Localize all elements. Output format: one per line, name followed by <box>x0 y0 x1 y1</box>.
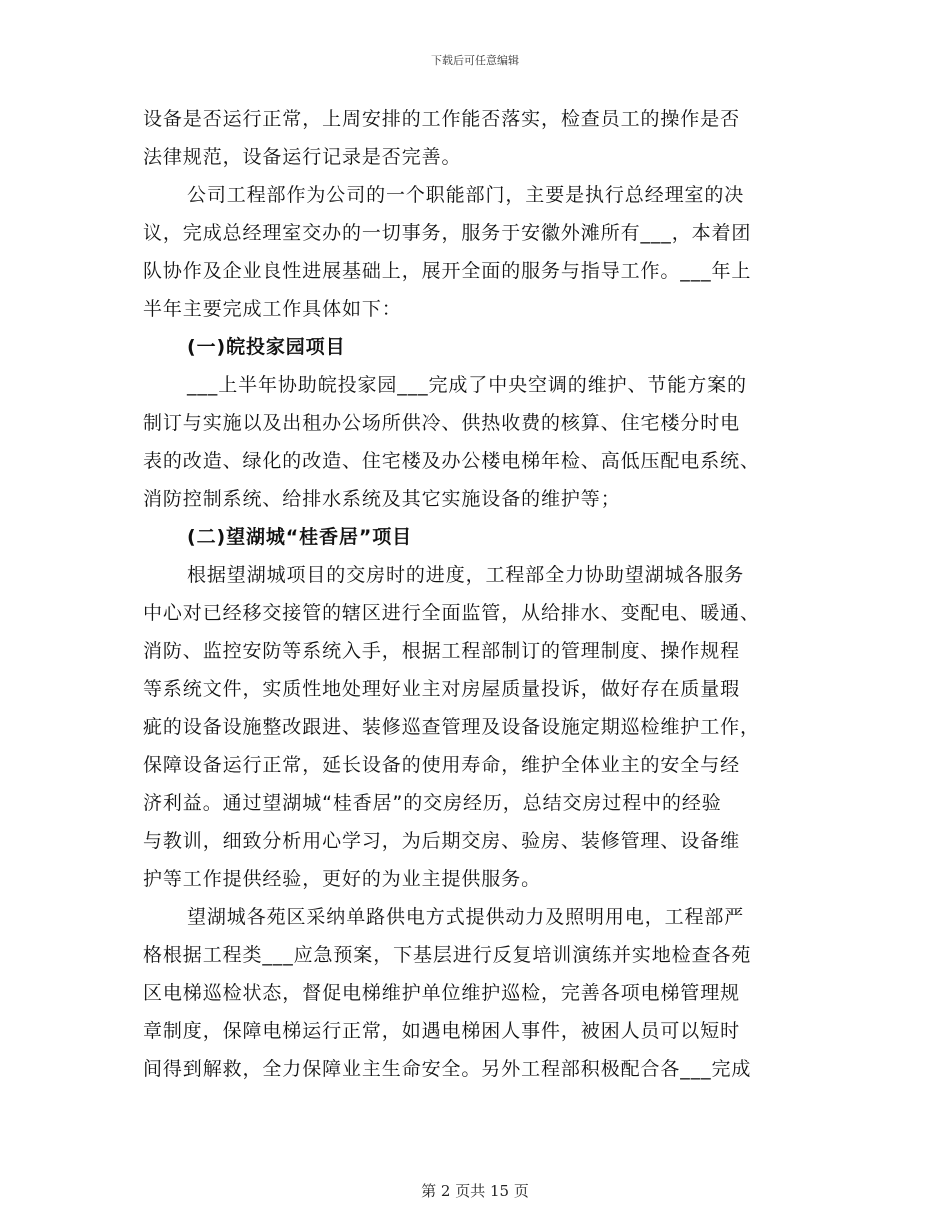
text-line: 根据望湖城项目的交房时的进度，工程部全力协助望湖城各服务 <box>187 564 745 586</box>
page-footer: 第 2 页共 15 页 <box>421 1182 529 1200</box>
text-line: 疵的设备设施整改跟进、装修巡查管理及设备设施定期巡检维护工作， <box>143 716 760 738</box>
text-line: 护等工作提供经验，更好的为业主提供服务。 <box>143 868 542 890</box>
text-line: 队协作及企业良性进展基础上，展开全面的服务与指导工作。___年上 <box>143 260 752 282</box>
text-line: ___上半年协助皖投家园___完成了中央空调的维护、节能方案的 <box>187 374 747 396</box>
text-line: 消防、监控安防等系统入手，根据工程部制订的管理制度、操作规程 <box>143 640 741 662</box>
text-line: 等系统文件，实质性地处理好业主对房屋质量投诉，做好存在质量瑕 <box>143 678 741 700</box>
text-line: 议，完成总经理室交办的一切事务，服务于安徽外滩所有___，本着团 <box>143 222 752 244</box>
text-line: 间得到解救，全力保障业主生命安全。另外工程部积极配合各___完成 <box>143 1058 752 1080</box>
text-line: 保障设备运行正常，延长设备的使用寿命，维护全体业主的安全与经 <box>143 754 741 776</box>
text-line: 望湖城各苑区采纳单路供电方式提供动力及照明用电，工程部严 <box>187 906 745 928</box>
text-line: 区电梯巡检状态，督促电梯维护单位维护巡检，完善各项电梯管理规 <box>143 982 741 1004</box>
text-line: 公司工程部作为公司的一个职能部门，主要是执行总经理室的决 <box>187 184 745 206</box>
text-line: 中心对已经移交接管的辖区进行全面监管，从给排水、变配电、暖通、 <box>143 602 760 624</box>
section-heading: (二)望湖城“桂香居”项目 <box>187 526 413 548</box>
text-line: 与教训，细致分析用心学习，为后期交房、验房、装修管理、设备维 <box>143 830 741 852</box>
text-line: 章制度，保障电梯运行正常，如遇电梯困人事件，被困人员可以短时 <box>143 1020 741 1042</box>
document-body <box>143 100 807 1088</box>
text-line: 半年主要完成工作具体如下： <box>143 298 402 320</box>
text-line: 法律规范，设备运行记录是否完善。 <box>143 146 462 168</box>
text-line: 格根据工程类___应急预案，下基层进行反复培训演练并实地检查各苑 <box>143 944 752 966</box>
text-line: 消防控制系统、给排水系统及其它实施设备的维护等； <box>143 488 621 510</box>
text-line: 济利益。通过望湖城“桂香居”的交房经历，总结交房过程中的经验 <box>143 792 722 814</box>
page-header: 下载后可任意编辑 <box>431 54 519 67</box>
text-line: 表的改造、绿化的改造、住宅楼及办公楼电梯年检、高低压配电系统、 <box>143 450 760 472</box>
text-line: 设备是否运行正常，上周安排的工作能否落实，检查员工的操作是否 <box>143 108 741 130</box>
section-heading: (一)皖投家园项目 <box>187 336 346 358</box>
text-line: 制订与实施以及出租办公场所供冷、供热收费的核算、住宅楼分时电 <box>143 412 741 434</box>
